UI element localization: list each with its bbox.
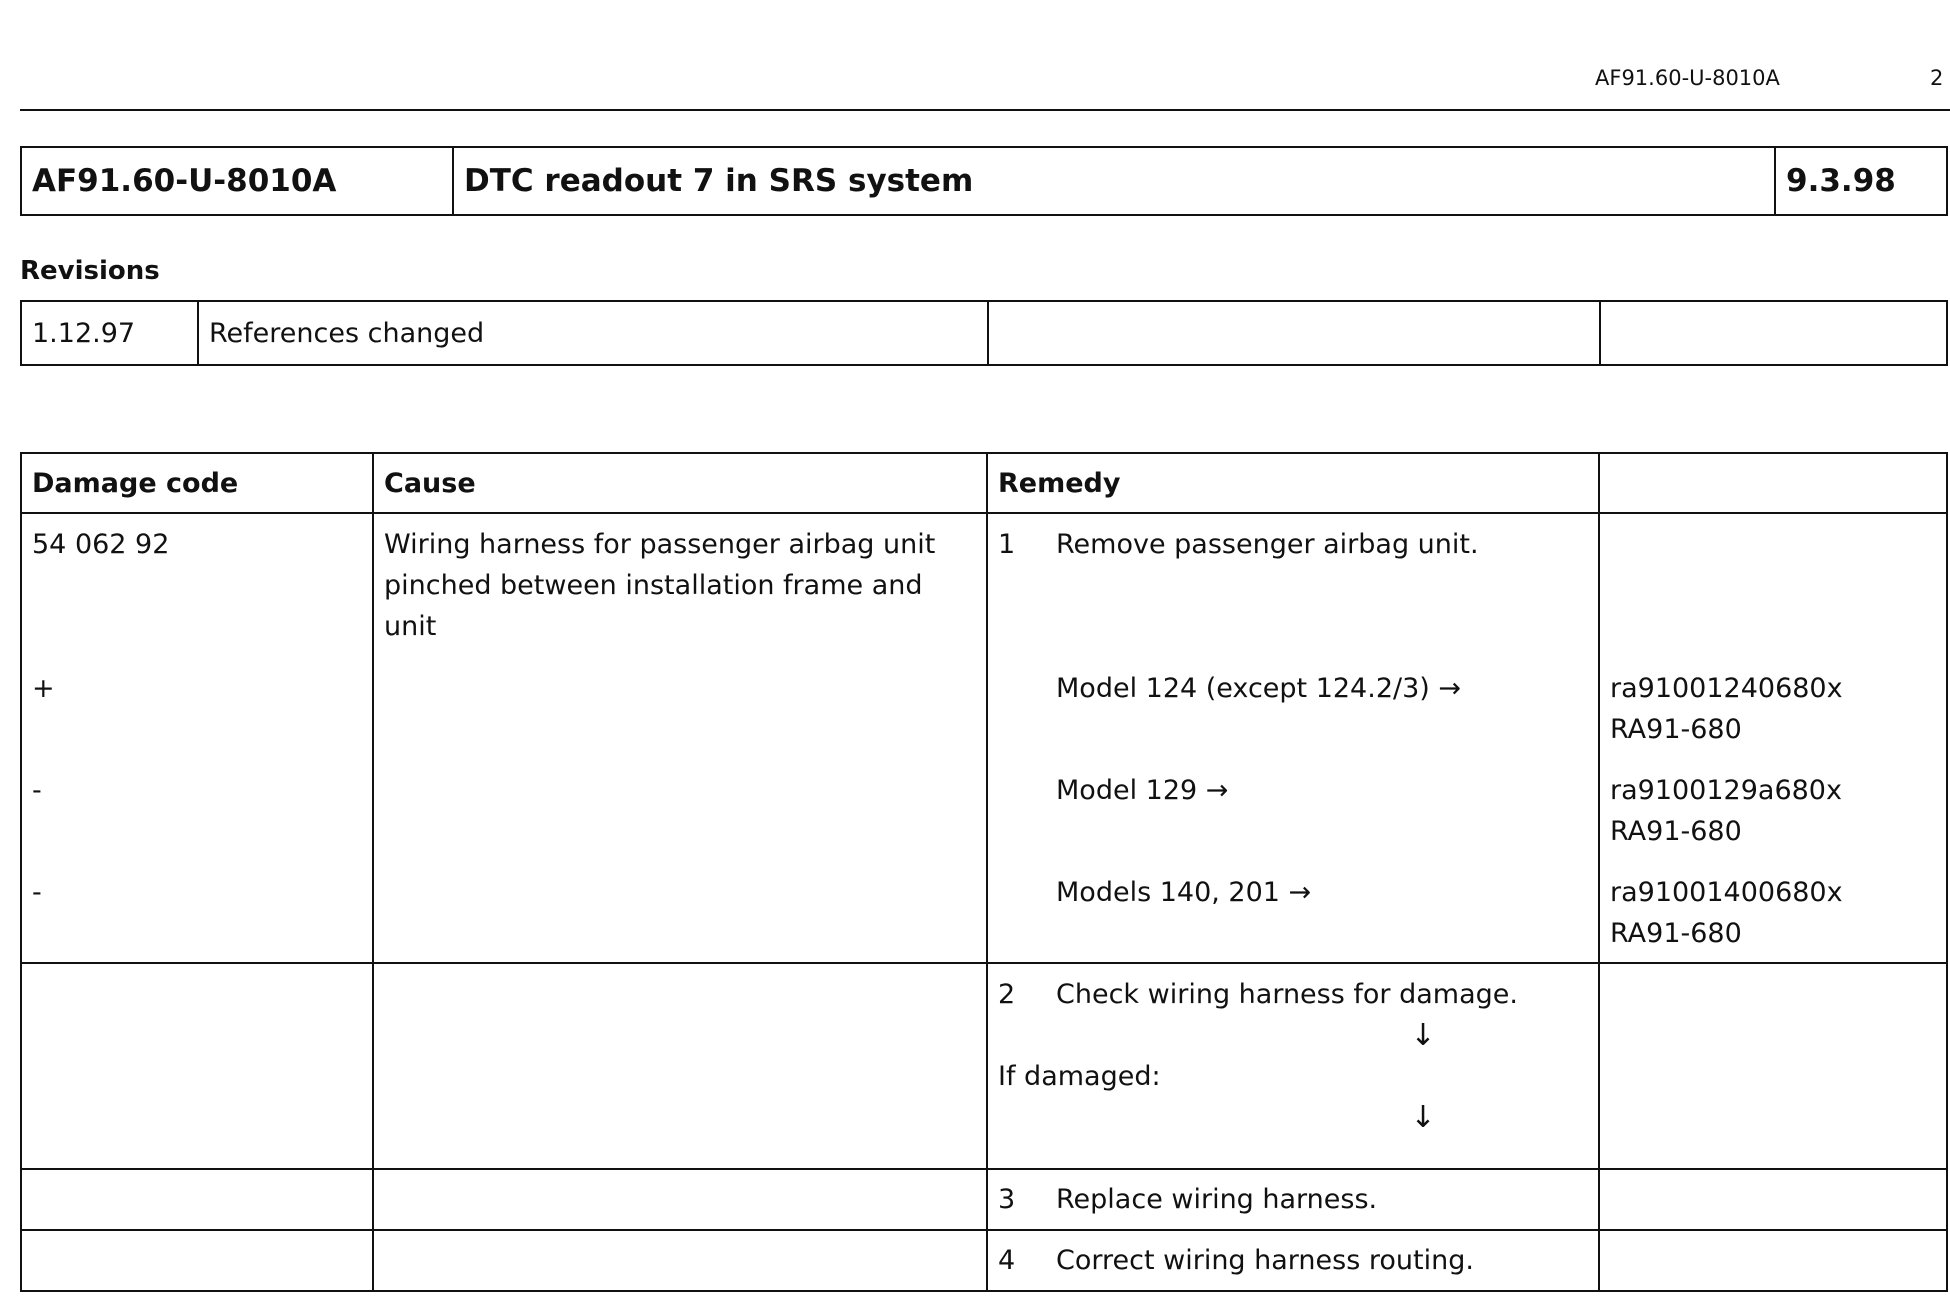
table-row: [21, 1169, 1947, 1230]
revision-text: References changed: [198, 301, 988, 365]
step-text: Replace wiring harness.: [1056, 1184, 1378, 1215]
step-text: Correct wiring harness routing.: [1056, 1245, 1474, 1276]
empty-cell: [1599, 1169, 1947, 1230]
table-row: [21, 1230, 1947, 1291]
step-text: Remove passenger airbag unit.: [1056, 529, 1479, 560]
empty-cell: [21, 1230, 373, 1291]
revision-row: [21, 301, 1947, 365]
remedy-cell: [987, 1230, 1599, 1291]
empty-cell: [1599, 1230, 1947, 1291]
step-number: 4: [998, 1245, 1016, 1276]
header-page-number: 2: [1930, 66, 1944, 90]
cause-cell: [373, 513, 987, 963]
model-ref: ra9100129a680x: [1610, 775, 1842, 806]
model-ref: RA91-680: [1610, 714, 1742, 745]
header-cause: Cause: [373, 453, 987, 513]
table-header-row: [21, 453, 1947, 513]
header-remedy: Remedy: [987, 453, 1599, 513]
model-ref: ra91001400680x: [1610, 877, 1843, 908]
arrow-down-icon: ↓: [1410, 1018, 1436, 1053]
header-doc-code: AF91.60-U-8010A: [1595, 66, 1780, 90]
remedy-cell: [987, 1169, 1599, 1230]
damage-code-cell: [21, 513, 373, 963]
remedy-cell: [987, 963, 1599, 1169]
table-row: [21, 513, 1947, 963]
empty-cell: [1599, 963, 1947, 1169]
remedy-cell: [987, 513, 1599, 963]
empty-cell: [373, 1169, 987, 1230]
model-label: Model 129 →: [1056, 775, 1229, 806]
title-block: [20, 146, 1948, 216]
model-ref: RA91-680: [1610, 816, 1742, 847]
step-number: 1: [998, 529, 1016, 560]
marker-minus: -: [32, 877, 42, 908]
header-reference: [1599, 453, 1947, 513]
model-ref: ra91001240680x: [1610, 673, 1843, 704]
reference-cell: [1599, 513, 1947, 963]
empty-cell: [21, 963, 373, 1169]
model-label: Model 124 (except 124.2/3) →: [1056, 673, 1462, 704]
header-damage-code: Damage code: [21, 453, 373, 513]
step-number: 3: [998, 1184, 1016, 1215]
marker-minus: -: [32, 775, 42, 806]
damage-table: [20, 452, 1948, 1292]
damage-code: 54 062 92: [32, 529, 170, 560]
empty-cell: [373, 963, 987, 1169]
model-ref: RA91-680: [1610, 918, 1742, 949]
table-row: [21, 963, 1947, 1169]
revisions-table: [20, 300, 1948, 366]
revisions-label: Revisions: [20, 256, 160, 286]
revision-col4: [1600, 301, 1947, 365]
header-rule: [20, 109, 1950, 111]
model-label: Models 140, 201 →: [1056, 877, 1312, 908]
title-code: AF91.60-U-8010A: [21, 147, 453, 215]
empty-cell: [21, 1169, 373, 1230]
cause-text: Wiring harness for passenger airbag unit pinched between installation frame and unit: [384, 529, 936, 642]
revision-date: 1.12.97: [21, 301, 198, 365]
title-date: 9.3.98: [1775, 147, 1947, 215]
remedy-step: [998, 974, 1588, 1015]
empty-cell: [373, 1230, 987, 1291]
title-text: DTC readout 7 in SRS system: [453, 147, 1775, 215]
step-number: 2: [998, 979, 1016, 1010]
marker-plus: +: [32, 673, 55, 704]
revision-col3: [988, 301, 1600, 365]
arrow-down-icon: ↓: [1410, 1100, 1436, 1135]
remedy-step: [998, 524, 1588, 565]
if-damaged-label: If damaged:: [998, 1061, 1161, 1092]
step-text: Check wiring harness for damage.: [1056, 979, 1518, 1010]
